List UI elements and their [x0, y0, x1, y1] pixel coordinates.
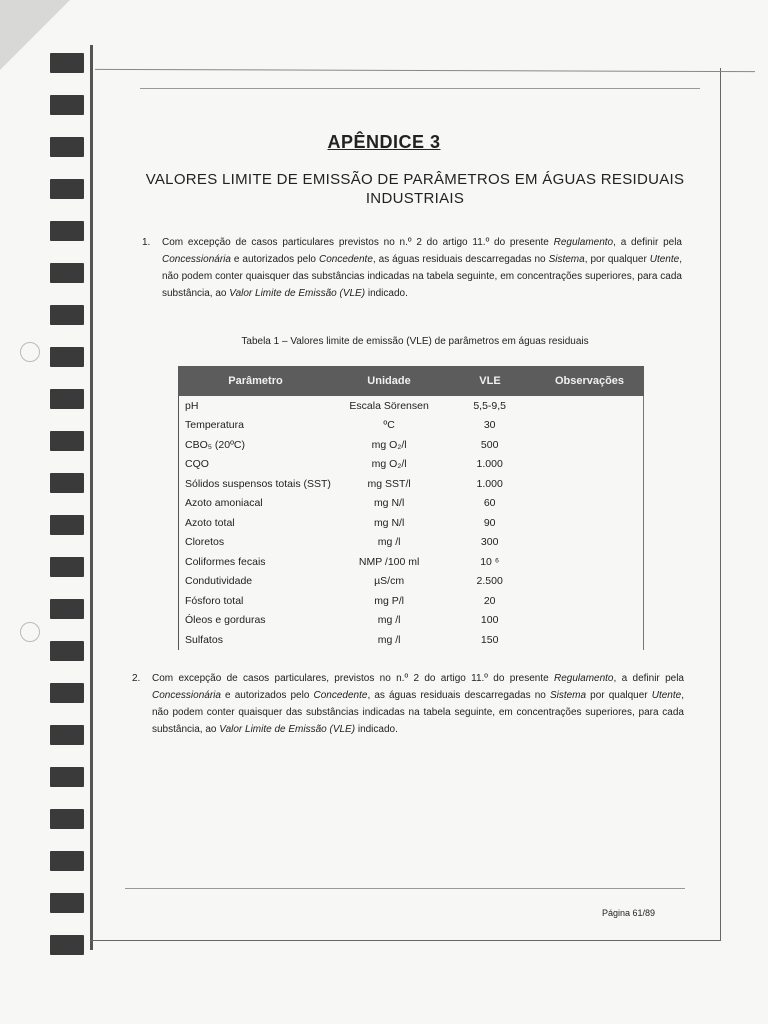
cell-unidade: mg /l: [377, 633, 401, 646]
binding-hole: [50, 305, 84, 325]
cell-vle: 100: [480, 614, 499, 627]
cell-unidade: mg SST/l: [367, 477, 411, 490]
binding-hole: [50, 641, 84, 661]
paragraph-2: [132, 670, 684, 738]
cell-vle: 300: [480, 536, 499, 549]
table-row: [179, 474, 643, 494]
binding-hole: [50, 347, 84, 367]
cell-parametro: Sulfatos: [185, 633, 223, 646]
cell-vle: 1.000: [476, 477, 503, 490]
binding-hole: [50, 221, 84, 241]
vle-table: [178, 366, 644, 650]
cell-parametro: Óleos e gorduras: [185, 614, 266, 627]
cell-parametro: Cloretos: [185, 536, 225, 549]
binding-hole: [50, 725, 84, 745]
cell-unidade: mg N/l: [373, 497, 405, 510]
binding-hole: [50, 95, 84, 115]
cell-parametro: Sólidos suspensos totais (SST): [185, 477, 331, 490]
cell-unidade: µS/cm: [374, 575, 405, 588]
binding-hole: [50, 263, 84, 283]
cell-unidade: mg /l: [377, 536, 401, 549]
table-row: [179, 572, 643, 592]
paragraph-text: Com excepção de casos particulares, previstos no n.º 2 do artigo 11.º do presente Regulamento, a definir pela Concessionária e autorizados pelo Concedente, as águas residuais descarregadas no Sistema por qualquer Utente, não podem conter quaisquer das substâncias indicadas na tabela seguinte, em concentrações superiores, para cada substância, ao Valor Limite de Emissão (VLE) indicado.: [152, 673, 684, 735]
cell-unidade: mg O₂/l: [371, 458, 407, 471]
cell-vle: 30: [483, 419, 496, 432]
cell-parametro: Coliformes fecais: [185, 555, 266, 568]
cell-unidade: mg /l: [377, 614, 401, 627]
punch-ring-mark: [20, 622, 40, 642]
cell-vle: 20: [483, 594, 496, 607]
binding-hole: [50, 767, 84, 787]
table-row: [179, 416, 643, 436]
cell-unidade: mg P/l: [374, 594, 404, 607]
page-subtitle: VALORES LIMITE DE EMISSÃO DE PARÂMETROS EM ÁGUAS RESIDUAIS INDUSTRIAIS: [145, 171, 685, 207]
column-header-parametro: Parâmetro: [228, 375, 283, 387]
table-row: [179, 455, 643, 475]
table-row: [179, 513, 643, 533]
table-row: [179, 435, 643, 455]
column-header-observacoes: Observações: [554, 375, 625, 387]
table-row: [179, 533, 643, 553]
table-row: [179, 552, 643, 572]
table-row: [179, 630, 643, 650]
binding-hole: [50, 683, 84, 703]
cell-parametro: Condutividade: [185, 575, 253, 588]
binding-hole: [50, 53, 84, 73]
binding-hole: [50, 809, 84, 829]
table-row: [179, 591, 643, 611]
paragraph-number: 2.: [132, 673, 141, 684]
cell-parametro: Azoto total: [185, 516, 235, 529]
binding-hole: [50, 851, 84, 871]
cell-unidade: mg O₂/l: [371, 438, 407, 451]
page-number: Página 61/89: [602, 908, 656, 918]
binding-hole: [50, 179, 84, 199]
binding-hole: [50, 935, 84, 955]
table-row: [179, 611, 643, 631]
cell-vle: 60: [483, 497, 496, 510]
page-heading: APÊNDICE 3: [327, 132, 441, 152]
table-row: [179, 494, 643, 514]
binding-hole: [50, 473, 84, 493]
cell-parametro: Azoto amoniacal: [185, 497, 263, 510]
paragraph-text: Com excepção de casos particulares previstos no n.º 2 do artigo 11.º do presente Regulamento, a definir pela Concessionária e autorizados pelo Concedente, as águas residuais descarregadas no Sistema, por qualquer Utente, não podem conter quaisquer das substâncias indicadas na tabela seguinte, em concentrações superiores, para cada substância, ao Valor Limite de Emissão (VLE) indicado.: [162, 237, 682, 299]
cell-vle: 2.500: [476, 575, 503, 588]
cell-vle: 500: [480, 438, 499, 451]
cell-parametro: CQO: [185, 458, 209, 471]
paragraph-1: [142, 234, 682, 302]
cell-vle: 90: [483, 516, 496, 529]
cell-vle: 5,5-9,5: [473, 399, 507, 412]
cell-parametro: CBO₅ (20ºC): [185, 438, 245, 451]
binding-hole: [50, 431, 84, 451]
column-header-vle: VLE: [479, 375, 501, 387]
binding-hole: [50, 599, 84, 619]
cell-vle: 10 ⁶: [480, 555, 500, 568]
cell-vle: 150: [480, 633, 499, 646]
cell-vle: 1.000: [476, 458, 503, 471]
cell-parametro: Temperatura: [185, 419, 244, 432]
table-body: [178, 396, 644, 650]
cell-unidade: ºC: [383, 419, 395, 432]
binding-hole: [50, 515, 84, 535]
table-header-row: [178, 366, 644, 396]
cell-parametro: Fósforo total: [185, 594, 244, 607]
cell-parametro: pH: [185, 399, 199, 412]
binding-hole: [50, 389, 84, 409]
footer-rule: [125, 888, 685, 889]
paragraph-number: 1.: [142, 237, 151, 248]
table-caption: Tabela 1 – Valores limite de emissão (VLE) de parâmetros em águas residuais: [241, 336, 589, 347]
cell-unidade: mg N/l: [373, 516, 405, 529]
cell-unidade: NMP /100 ml: [358, 555, 420, 568]
header-rule: [140, 88, 700, 89]
binding-hole: [50, 893, 84, 913]
cell-unidade: Escala Sörensen: [349, 399, 429, 412]
binding-hole: [50, 557, 84, 577]
punch-ring-mark: [20, 342, 40, 362]
column-header-unidade: Unidade: [367, 375, 411, 387]
spiral-binding: [46, 45, 86, 965]
table-row: [179, 396, 643, 416]
